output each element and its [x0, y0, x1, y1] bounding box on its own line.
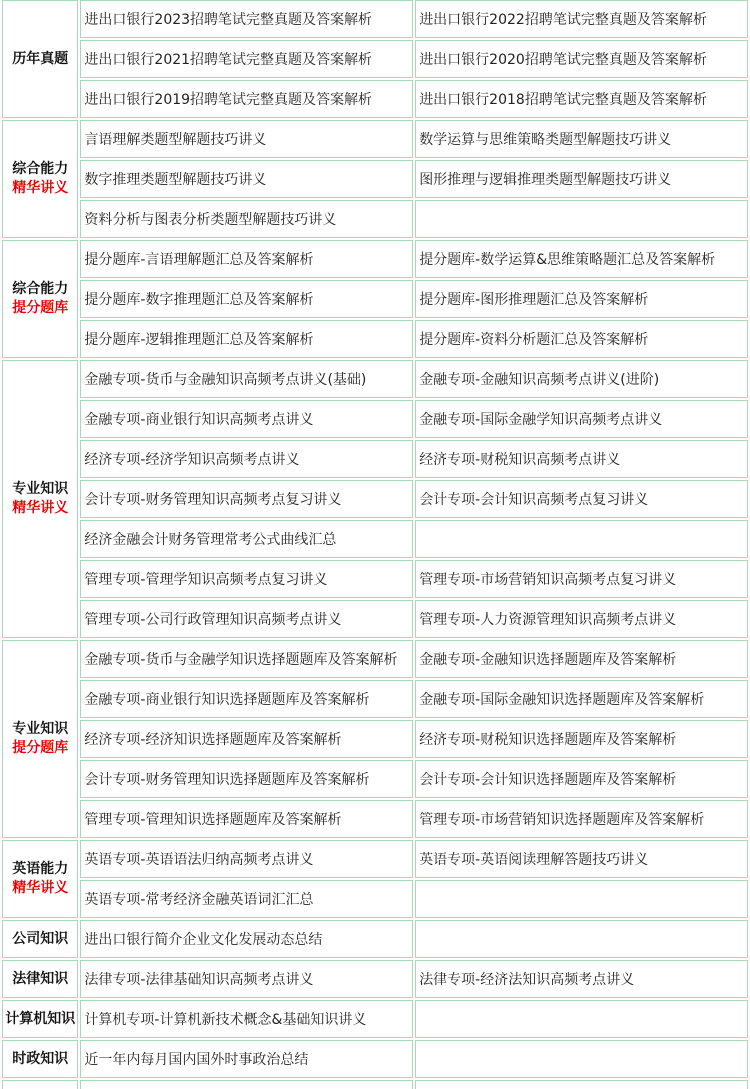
resource-link[interactable]: 数字推理类题型解题技巧讲义: [80, 160, 413, 198]
table-row: [2, 320, 748, 358]
table-row: [2, 400, 748, 438]
resource-link[interactable]: 言语理解类题型解题技巧讲义: [80, 120, 413, 158]
empty-cell: [415, 1000, 748, 1038]
category-cell: [2, 840, 78, 918]
table-row: [2, 800, 748, 838]
resource-link[interactable]: 金融专项-商业银行知识选择题题库及答案解析: [80, 680, 413, 718]
category-cell: [2, 640, 78, 838]
resource-link[interactable]: 英语专项-英语语法归纳高频考点讲义: [80, 840, 413, 878]
resource-link[interactable]: 法律专项-法律基础知识高频考点讲义: [80, 960, 413, 998]
table-row: [2, 40, 748, 78]
resource-link[interactable]: 管理专项-市场营销知识高频考点复习讲义: [415, 560, 748, 598]
resource-link[interactable]: 会计专项-会计知识选择题题库及答案解析: [415, 760, 748, 798]
resource-link[interactable]: 进出口银行2022招聘笔试完整真题及答案解析: [415, 0, 748, 38]
resource-link[interactable]: 会计专项-财务管理知识选择题题库及答案解析: [80, 760, 413, 798]
resource-link[interactable]: 金融专项-商业银行知识高频考点讲义: [80, 400, 413, 438]
resource-link[interactable]: 资料分析与图表分析类题型解题技巧讲义: [80, 200, 413, 238]
category-cell: [2, 920, 78, 958]
table-row: [2, 80, 748, 118]
table-row: [2, 600, 748, 638]
resource-link[interactable]: 进出口银行简介企业文化发展动态总结: [80, 920, 413, 958]
table-row: [2, 360, 748, 398]
resource-link[interactable]: 提分题库-数学运算&思维策略题汇总及答案解析: [415, 240, 748, 278]
category-cell: [2, 1000, 78, 1038]
table-row: [2, 1080, 748, 1089]
table-row: [2, 880, 748, 918]
resource-link[interactable]: 管理专项-公司行政管理知识高频考点讲义: [80, 600, 413, 638]
category-label: 英语能力: [12, 861, 69, 877]
table-row: [2, 200, 748, 238]
table-row: [2, 640, 748, 678]
resource-link[interactable]: 会计专项-财务管理知识高频考点复习讲义: [80, 480, 413, 518]
table-row: [2, 560, 748, 598]
category-highlight: 精华讲义: [12, 880, 69, 896]
category-cell: [2, 240, 78, 358]
empty-cell: [415, 920, 748, 958]
resource-link[interactable]: 金融专项-国际金融学知识高频考点讲义: [415, 400, 748, 438]
category-cell: [2, 120, 78, 238]
resource-link[interactable]: 提分题库-图形推理题汇总及答案解析: [415, 280, 748, 318]
resource-link[interactable]: 进出口银行2018招聘笔试完整真题及答案解析: [415, 80, 748, 118]
resource-link[interactable]: 提分题库-数字推理题汇总及答案解析: [80, 280, 413, 318]
table-row: [2, 280, 748, 318]
category-cell: [2, 1040, 78, 1078]
resource-link[interactable]: 金融专项-金融知识选择题题库及答案解析: [415, 640, 748, 678]
category-label: 公司知识: [12, 930, 69, 947]
category-highlight: 提分题库: [12, 740, 69, 756]
resource-link[interactable]: 数学运算与思维策略类题型解题技巧讲义: [415, 120, 748, 158]
table-row: [2, 920, 748, 958]
table-row: [2, 760, 748, 798]
resource-link[interactable]: 英语专项-英语阅读理解答题技巧讲义: [415, 840, 748, 878]
category-highlight: 提分题库: [12, 300, 69, 316]
resource-link[interactable]: 管理专项-管理学知识高频考点复习讲义: [80, 560, 413, 598]
category-label: 法律知识: [12, 970, 69, 987]
resource-link[interactable]: 会计专项-会计知识高频考点复习讲义: [415, 480, 748, 518]
resource-link[interactable]: 金融专项-货币与金融知识高频考点讲义(基础): [80, 360, 413, 398]
resource-link[interactable]: 进出口银行2019招聘笔试完整真题及答案解析: [80, 80, 413, 118]
resource-link[interactable]: 经济专项-经济知识选择题题库及答案解析: [80, 720, 413, 758]
resource-link[interactable]: 经济专项-财税知识高频考点讲义: [415, 440, 748, 478]
category-cell: [2, 0, 78, 118]
table-row: [2, 960, 748, 998]
resource-link[interactable]: 进出口银行2021招聘笔试完整真题及答案解析: [80, 40, 413, 78]
category-label: 历年真题: [12, 50, 69, 67]
resource-link[interactable]: 提分题库-逻辑推理题汇总及答案解析: [80, 320, 413, 358]
category-label: 综合能力: [12, 281, 69, 297]
table-row: [2, 160, 748, 198]
resource-link[interactable]: 管理专项-管理知识选择题题库及答案解析: [80, 800, 413, 838]
resource-link[interactable]: 法律专项-经济法知识高频考点讲义: [415, 960, 748, 998]
resource-link[interactable]: 图形推理与逻辑推理类题型解题技巧讲义: [415, 160, 748, 198]
resource-link[interactable]: 经济专项-财税知识选择题题库及答案解析: [415, 720, 748, 758]
table-row: [2, 840, 748, 878]
empty-cell: [80, 1080, 413, 1089]
resource-link[interactable]: 提分题库-言语理解题汇总及答案解析: [80, 240, 413, 278]
resource-link[interactable]: 提分题库-资料分析题汇总及答案解析: [415, 320, 748, 358]
table-row: [2, 520, 748, 558]
category-label: 专业知识: [12, 481, 69, 497]
category-label: 时政知识: [12, 1050, 69, 1067]
resource-link[interactable]: 金融专项-货币与金融学知识选择题题库及答案解析: [80, 640, 413, 678]
empty-cell: [415, 1080, 748, 1089]
resource-link[interactable]: 英语专项-常考经济金融英语词汇汇总: [80, 880, 413, 918]
resource-link[interactable]: 计算机专项-计算机新技术概念&基础知识讲义: [80, 1000, 413, 1038]
category-cell: [2, 360, 78, 638]
category-label: 专业知识: [12, 721, 69, 737]
resource-link[interactable]: 管理专项-人力资源管理知识高频考点讲义: [415, 600, 748, 638]
table-row: [2, 720, 748, 758]
resource-link[interactable]: 金融专项-金融知识高频考点讲义(进阶): [415, 360, 748, 398]
category-label: 综合能力: [12, 161, 69, 177]
resource-link[interactable]: 近一年内每月国内国外时事政治总结: [80, 1040, 413, 1078]
category-cell: [2, 960, 78, 998]
table-row: [2, 480, 748, 518]
table-row: [2, 1000, 748, 1038]
resource-link[interactable]: 经济专项-经济学知识高频考点讲义: [80, 440, 413, 478]
empty-cell: [415, 200, 748, 238]
resource-link[interactable]: 金融专项-国际金融知识选择题题库及答案解析: [415, 680, 748, 718]
empty-cell: [415, 520, 748, 558]
table-row: [2, 240, 748, 278]
table-row: [2, 0, 748, 38]
table-row: [2, 680, 748, 718]
empty-cell: [415, 880, 748, 918]
resource-link[interactable]: 进出口银行2020招聘笔试完整真题及答案解析: [415, 40, 748, 78]
category-highlight: 精华讲义: [12, 500, 69, 516]
resource-link[interactable]: 管理专项-市场营销知识选择题题库及答案解析: [415, 800, 748, 838]
empty-cell: [415, 1040, 748, 1078]
resource-link[interactable]: 进出口银行2023招聘笔试完整真题及答案解析: [80, 0, 413, 38]
category-label: 计算机知识: [5, 1010, 76, 1027]
resource-link[interactable]: 经济金融会计财务管理常考公式曲线汇总: [80, 520, 413, 558]
category-cell: [2, 1080, 78, 1089]
category-highlight: 精华讲义: [12, 180, 69, 196]
table-row: [2, 1040, 748, 1078]
table-row: [2, 120, 748, 158]
table-body: [2, 0, 748, 1089]
table-row: [2, 440, 748, 478]
